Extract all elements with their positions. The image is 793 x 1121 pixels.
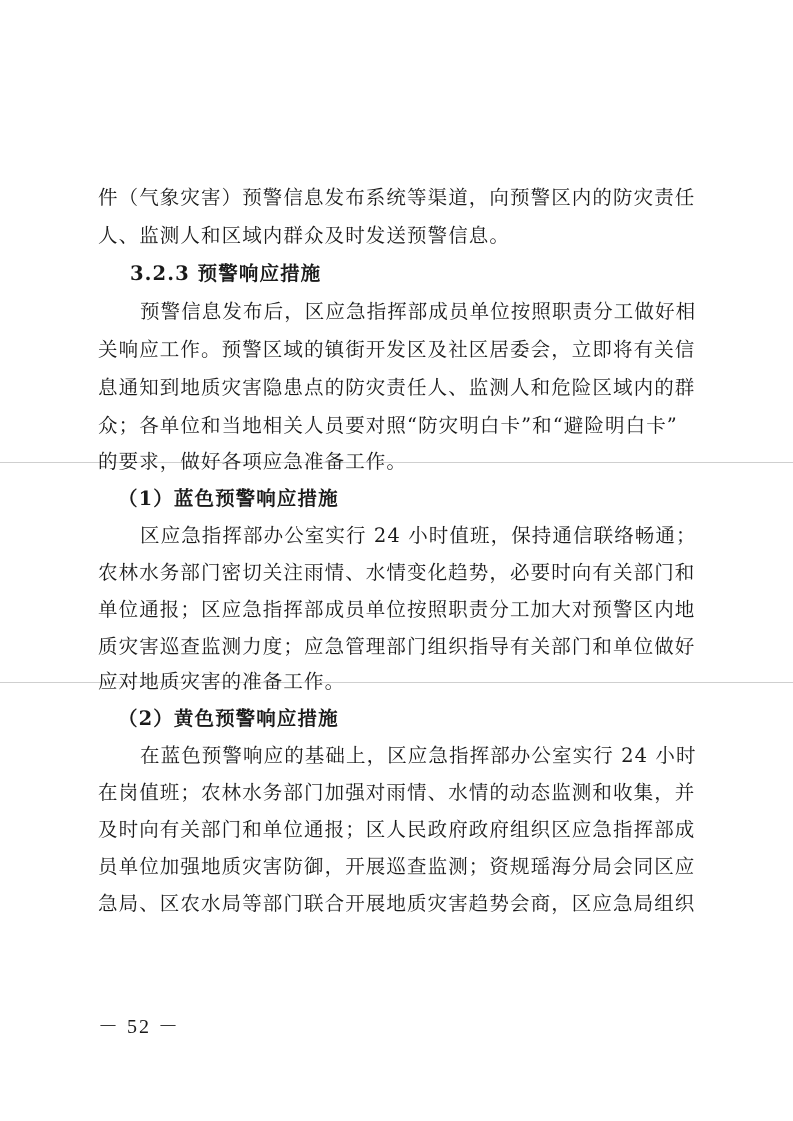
body-text-line: 在岗值班；农林水务部门加强对雨情、水情的动态监测和收集，并 bbox=[98, 781, 696, 804]
body-text-line: 急局、区农水局等部门联合开展地质灾害趋势会商，区应急局组织 bbox=[98, 892, 696, 915]
body-text-line: 的要求，做好各项应急准备工作。 bbox=[98, 450, 408, 473]
body-text-line: 农林水务部门密切关注雨情、水情变化趋势，必要时向有关部门和 bbox=[98, 561, 696, 584]
body-text-line: 众；各单位和当地相关人员要对照“防灾明白卡”和“避险明白卡” bbox=[98, 414, 678, 437]
body-text-line: 员单位加强地质灾害防御，开展巡查监测；资规瑶海分局会同区应 bbox=[98, 855, 696, 878]
body-text-line: 关响应工作。预警区域的镇街开发区及社区居委会，立即将有关信 bbox=[98, 338, 696, 361]
body-text-line: 应对地质灾害的准备工作。 bbox=[98, 670, 346, 693]
body-text-line: 单位通报；区应急指挥部成员单位按照职责分工加大对预警区内地 bbox=[98, 598, 696, 621]
body-text-line: 及时向有关部门和单位通报；区人民政府政府组织区应急指挥部成 bbox=[98, 818, 696, 841]
body-text-line: 息通知到地质灾害隐患点的防灾责任人、监测人和危险区域内的群 bbox=[98, 376, 696, 399]
subsection-heading: （2）黄色预警响应措施 bbox=[118, 707, 339, 730]
body-text-line: 预警信息发布后，区应急指挥部成员单位按照职责分工做好相 bbox=[140, 300, 697, 323]
subsection-heading: （1）蓝色预警响应措施 bbox=[118, 487, 339, 510]
body-text-line: 人、监测人和区域内群众及时发送预警信息。 bbox=[98, 224, 511, 247]
body-text-line: 件（气象灾害）预警信息发布系统等渠道，向预警区内的防灾责任 bbox=[98, 186, 696, 209]
page-number: － 52 － bbox=[98, 1016, 180, 1038]
body-text-line: 质灾害巡查监测力度；应急管理部门组织指导有关部门和单位做好 bbox=[98, 635, 696, 658]
body-text-line: 在蓝色预警响应的基础上，区应急指挥部办公室实行 24 小时 bbox=[140, 744, 697, 767]
body-text-line: 区应急指挥部办公室实行 24 小时值班，保持通信联络畅通； bbox=[140, 524, 697, 547]
section-heading: 3.2.3 预警响应措施 bbox=[130, 262, 322, 285]
